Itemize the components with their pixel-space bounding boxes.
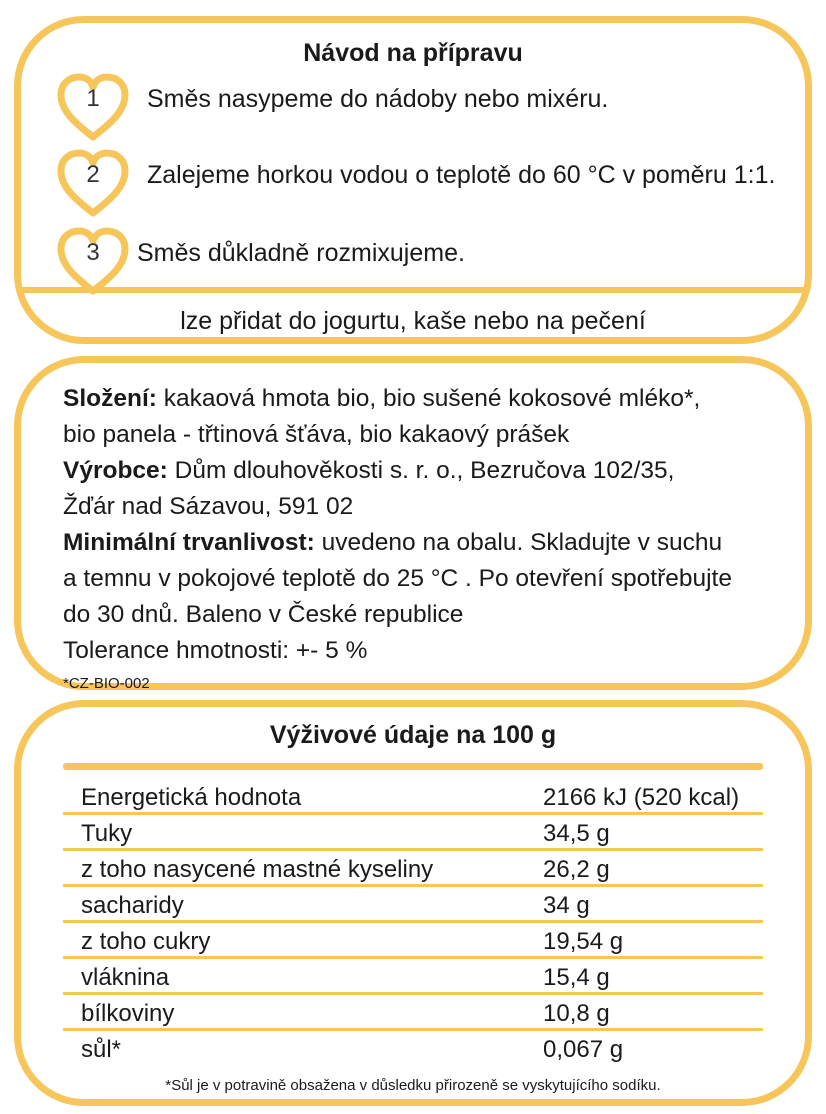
nutrient-value: 15,4 g <box>543 964 610 991</box>
composition-panel <box>14 356 812 690</box>
nutrient-value: 2166 kJ (520 kcal) <box>543 784 740 811</box>
step-2 <box>55 147 805 221</box>
step-number: 2 <box>86 161 100 188</box>
table-row <box>63 815 763 851</box>
table-row <box>63 959 763 995</box>
table-row <box>63 887 763 923</box>
table-row <box>63 995 763 1031</box>
step-number: 1 <box>86 85 100 112</box>
composition-text <box>63 381 783 695</box>
ingredients-line: bio panela - třtinová šťáva, bio kakaový prášek <box>63 421 570 448</box>
producer-line: Žďár nad Sázavou, 591 02 <box>63 493 354 520</box>
step-number: 3 <box>86 239 100 266</box>
producer-label: Výrobce: <box>63 457 168 484</box>
instructions-panel <box>14 16 812 344</box>
table-row <box>63 779 763 815</box>
nutrition-title-rule <box>63 763 763 770</box>
instructions-title: Návod na přípravu <box>303 39 523 67</box>
weight-tolerance: Tolerance hmotnosti: +- 5 % <box>63 637 368 664</box>
table-row <box>63 851 763 887</box>
shelf-life-line <box>63 525 783 561</box>
producer-value: Dům dlouhověkosti s. r. o., Bezručova 102/35, <box>167 457 675 484</box>
usage-note: lze přidat do jogurtu, kaše nebo na pečení <box>180 307 646 335</box>
nutrition-table <box>63 779 763 1067</box>
shelf-life-line: a temnu v pokojové teplotě do 25 °C . Po otevření spotřebujte <box>63 565 732 592</box>
table-row <box>63 923 763 959</box>
step-text: Zalejeme horkou vodou o teplotě do 60 °C v poměru 1:1. <box>147 161 776 189</box>
nutrient-name: vláknina <box>81 964 170 991</box>
nutrient-value: 26,2 g <box>543 856 610 883</box>
nutrient-name: bílkoviny <box>81 1000 175 1027</box>
nutrient-value: 34,5 g <box>543 820 610 847</box>
nutrient-name: sacharidy <box>81 892 184 919</box>
shelf-life-value: uvedeno na obalu. Skladujte v suchu <box>314 529 723 556</box>
nutrient-name: Tuky <box>81 820 133 847</box>
step-text: Směs nasypeme do nádoby nebo mixéru. <box>147 85 609 113</box>
nutrition-panel <box>14 700 812 1106</box>
nutrient-name: z toho cukry <box>81 928 211 955</box>
step-1 <box>55 71 805 145</box>
nutrient-name: sůl* <box>81 1036 122 1063</box>
nutrient-name: z toho nasycené mastné kyseliny <box>81 856 434 883</box>
producer-line <box>63 453 783 489</box>
divider <box>21 287 805 293</box>
nutrient-name: Energetická hodnota <box>81 784 302 811</box>
ingredients-label: Složení: <box>63 385 157 412</box>
ingredients-line <box>63 381 783 417</box>
nutrient-value: 10,8 g <box>543 1000 610 1027</box>
nutrient-value: 19,54 g <box>543 928 624 955</box>
shelf-life-line: do 30 dnů. Baleno v České republice <box>63 601 464 628</box>
nutrient-value: 0,067 g <box>543 1036 624 1063</box>
salt-footnote: *Sůl je v potravině obsažena v důsledku přirozeně se vyskytujícího sodíku. <box>165 1077 661 1094</box>
table-row <box>63 1031 763 1067</box>
nutrition-title: Výživové údaje na 100 g <box>269 721 557 749</box>
shelf-life-label: Minimální trvanlivost: <box>63 529 315 556</box>
ingredients-value: kakaová hmota bio, bio sušené kokosové mléko*, <box>156 385 701 412</box>
step-text: Směs důkladně rozmixujeme. <box>137 239 465 267</box>
bio-code-footnote: *CZ-BIO-002 <box>63 675 150 692</box>
nutrient-value: 34 g <box>543 892 590 919</box>
